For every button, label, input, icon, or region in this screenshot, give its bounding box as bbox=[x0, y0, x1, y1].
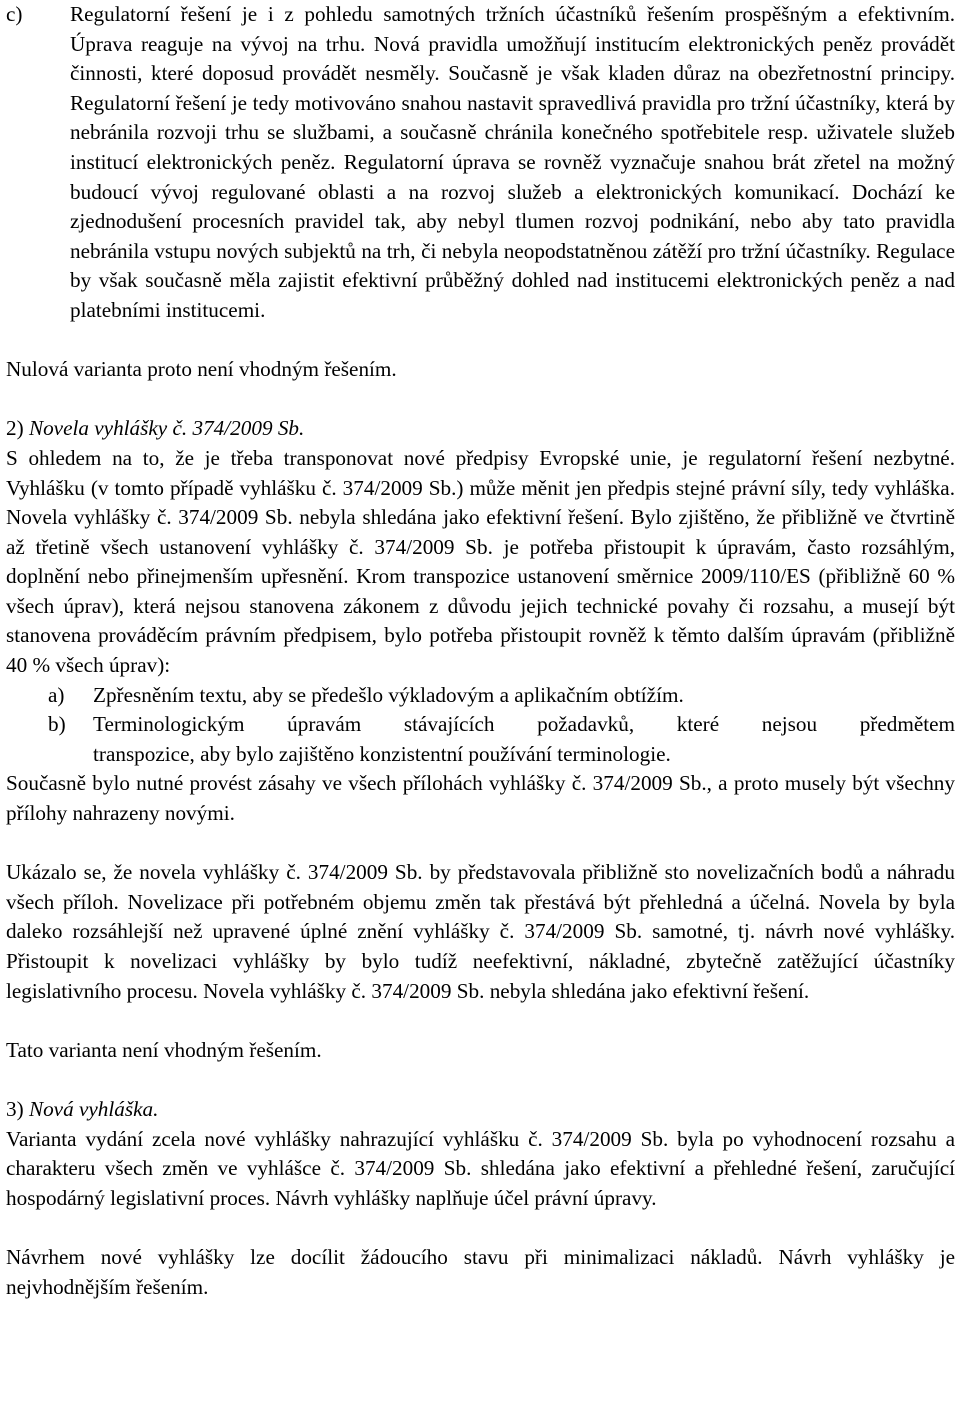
list-item-c bbox=[6, 0, 955, 326]
section-title: Novela vyhlášky č. 374/2009 Sb. bbox=[28, 416, 305, 441]
list-marker: b) bbox=[48, 712, 66, 737]
paragraph: Návrhem nové vyhlášky lze docílit žádoucího stavu při minimalizaci nákladů. Návrh vyhlášky je nejvhodnějším řešením. bbox=[6, 1244, 955, 1299]
paragraph-conclusion: Tato varianta není vhodným řešením. bbox=[6, 1037, 322, 1062]
paragraph: Ukázalo se, že novela vyhlášky č. 374/2009 Sb. by představovala přibližně sto novelizačních bodů a náhradu všech příloh. Novelizace při potřebném objemu změn tak přestává být přehledná a účelná. Novela by byla daleko rozsáhlejší než upravené úplné znění vyhlášky č. 374/2009 Sb. samotné, tj. návrh nové vyhlášky. Přistoupit k novelizaci vyhlášky by bylo tudíž neefektivní, nákladné, zbytečně zatěžující účastníky legislativního procesu. Novela vyhlášky č. 374/2009 Sb. nebyla shledána jako efektivní řešení. bbox=[6, 860, 955, 1003]
paragraph: Varianta vydání zcela nové vyhlášky nahrazující vyhlášku č. 374/2009 Sb. byla po vyhodnocení rozsahu a charakteru všech změn ve vyhlášce č. 374/2009 Sb. shledána jako efektivní a přehledné řešení, zaručující hospodárný legislativní proces. Návrh vyhlášky naplňuje účel právní úpravy. bbox=[6, 1126, 955, 1210]
document-page bbox=[6, 0, 955, 1302]
section-title: Nová vyhláška. bbox=[28, 1096, 159, 1121]
list-item-text-continued: transpozice, aby bylo zajištěno konzistentní používání terminologie. bbox=[93, 741, 671, 766]
paragraph-zero-variant: Nulová varianta proto není vhodným řešením. bbox=[6, 357, 397, 382]
section-heading-2 bbox=[6, 414, 955, 444]
paragraph: S ohledem na to, že je třeba transponovat nové předpisy Evropské unie, je regulatorní řešení nezbytné. Vyhlášku (v tomto případě vyhlášku č. 374/2009 Sb.) může měnit jen předpis stejné právní síly, tedy vyhláška. Novela vyhlášky č. 374/2009 Sb. nebyla shledána jako efektivní řešení. Bylo zjištěno, že přibližně ve čtvrtině až třetině všech ustanovení vyhlášky č. 374/2009 Sb. je potřeba přistoupit k úpravám, často rozsáhlým, doplnění nebo přinejmenším upřesnění. Krom transpozice ustanovení směrnice 2009/110/ES (přibližně 60 % všech úprav), která nejsou stanovena zákonem z důvodu jejich technické povahy či rozsahu, a musejí být stanovena prováděcím právním předpisem, bylo potřeba přistoupit rovněž k těmto dalším úpravám (přibližně 40 % všech úprav): bbox=[6, 445, 955, 678]
section-number: 3) bbox=[6, 1096, 24, 1121]
list-item-text: Terminologickým úpravám stávajících požadavků, které nejsou předmětem bbox=[93, 712, 955, 737]
list-item-a bbox=[6, 681, 955, 711]
list-item-b bbox=[6, 710, 955, 740]
paragraph: Současně bylo nutné provést zásahy ve všech přílohách vyhlášky č. 374/2009 Sb., a proto musely být všechny přílohy nahrazeny novými. bbox=[6, 771, 955, 826]
section-number: 2) bbox=[6, 416, 24, 441]
list-marker: c) bbox=[6, 2, 23, 26]
paragraph: Regulatorní řešení je i z pohledu samotných tržních účastníků řešením prospěšným a efektivním. Úprava reaguje na vývoj na trhu. Nová pravidla umožňují institucím elektronických peněz provádět činnosti, které doposud provádět nesměly. Současně je však kladen důraz na obezřetnostní principy. Regulatorní řešení je tedy motivováno snahou nastavit spravedlivá pravidla pro tržní účastníky, která by nebránila rozvoji trhu se službami, a současně chránila konečného spotřebitele resp. uživatele služeb institucí elektronických peněz. Regulatorní úprava se rovněž vyznačuje snahou brát zřetel na možný budoucí vývoj regulované oblasti a na rozvoj služeb a elektronických komunikací. Dochází ke zjednodušení procesních pravidel tak, aby nebyl tlumen rozvoj podnikání, nebo aby tato pravidla nebránila vstupu nových subjektů na trh, či nebyla neopodstatněnou zátěží pro tržní účastníky. Regulace by však současně měla zajistit efektivní průběžný dohled nad institucemi elektronických peněz a nad platebními institucemi. bbox=[70, 2, 955, 322]
list-item-text: Zpřesněním textu, aby se předešlo výkladovým a aplikačním obtížím. bbox=[93, 682, 684, 707]
section-heading-3 bbox=[6, 1095, 955, 1125]
list-marker: a) bbox=[48, 682, 65, 707]
